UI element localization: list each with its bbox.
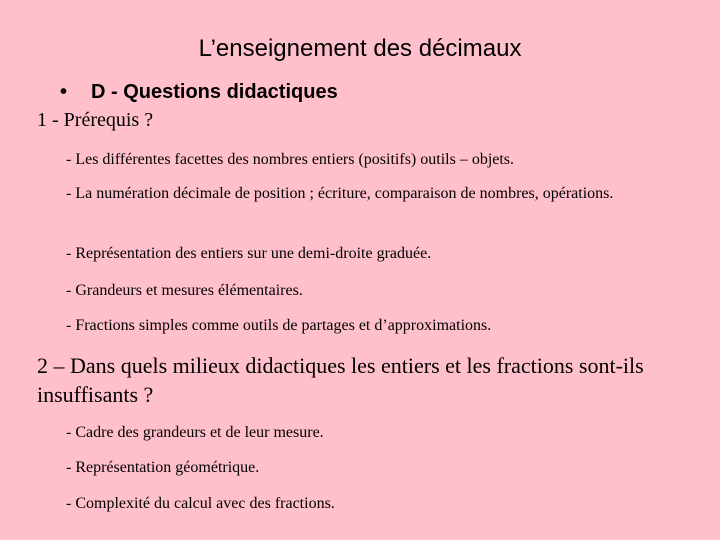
part1-item-3: - Représentation des entiers sur une demi-droite graduée. bbox=[66, 245, 432, 262]
part2-item-1: - Cadre des grandeurs et de leur mesure. bbox=[66, 424, 324, 441]
part1-item-5: - Fractions simples comme outils de partages et d’approximations. bbox=[66, 317, 492, 334]
slide-title: L’enseignement des décimaux bbox=[198, 35, 522, 62]
part1-item-4: - Grandeurs et mesures élémentaires. bbox=[66, 282, 303, 299]
section-heading bbox=[60, 79, 338, 105]
part1-item-2: - La numération décimale de position ; écriture, comparaison de nombres, opérations. bbox=[66, 185, 614, 202]
part1-item-1: - Les différentes facettes des nombres entiers (positifs) outils – objets. bbox=[66, 151, 515, 168]
bullet-icon: • bbox=[60, 81, 68, 103]
section-heading-text: D - Questions didactiques bbox=[91, 81, 338, 103]
part2-title: 2 – Dans quels milieux didactiques les entiers et les fractions sont-ils insuffisants ? bbox=[37, 353, 644, 407]
part2-item-2: - Représentation géométrique. bbox=[66, 459, 260, 476]
part2-item-3: - Complexité du calcul avec des fractions. bbox=[66, 495, 335, 512]
part1-title: 1 - Prérequis ? bbox=[37, 109, 154, 131]
